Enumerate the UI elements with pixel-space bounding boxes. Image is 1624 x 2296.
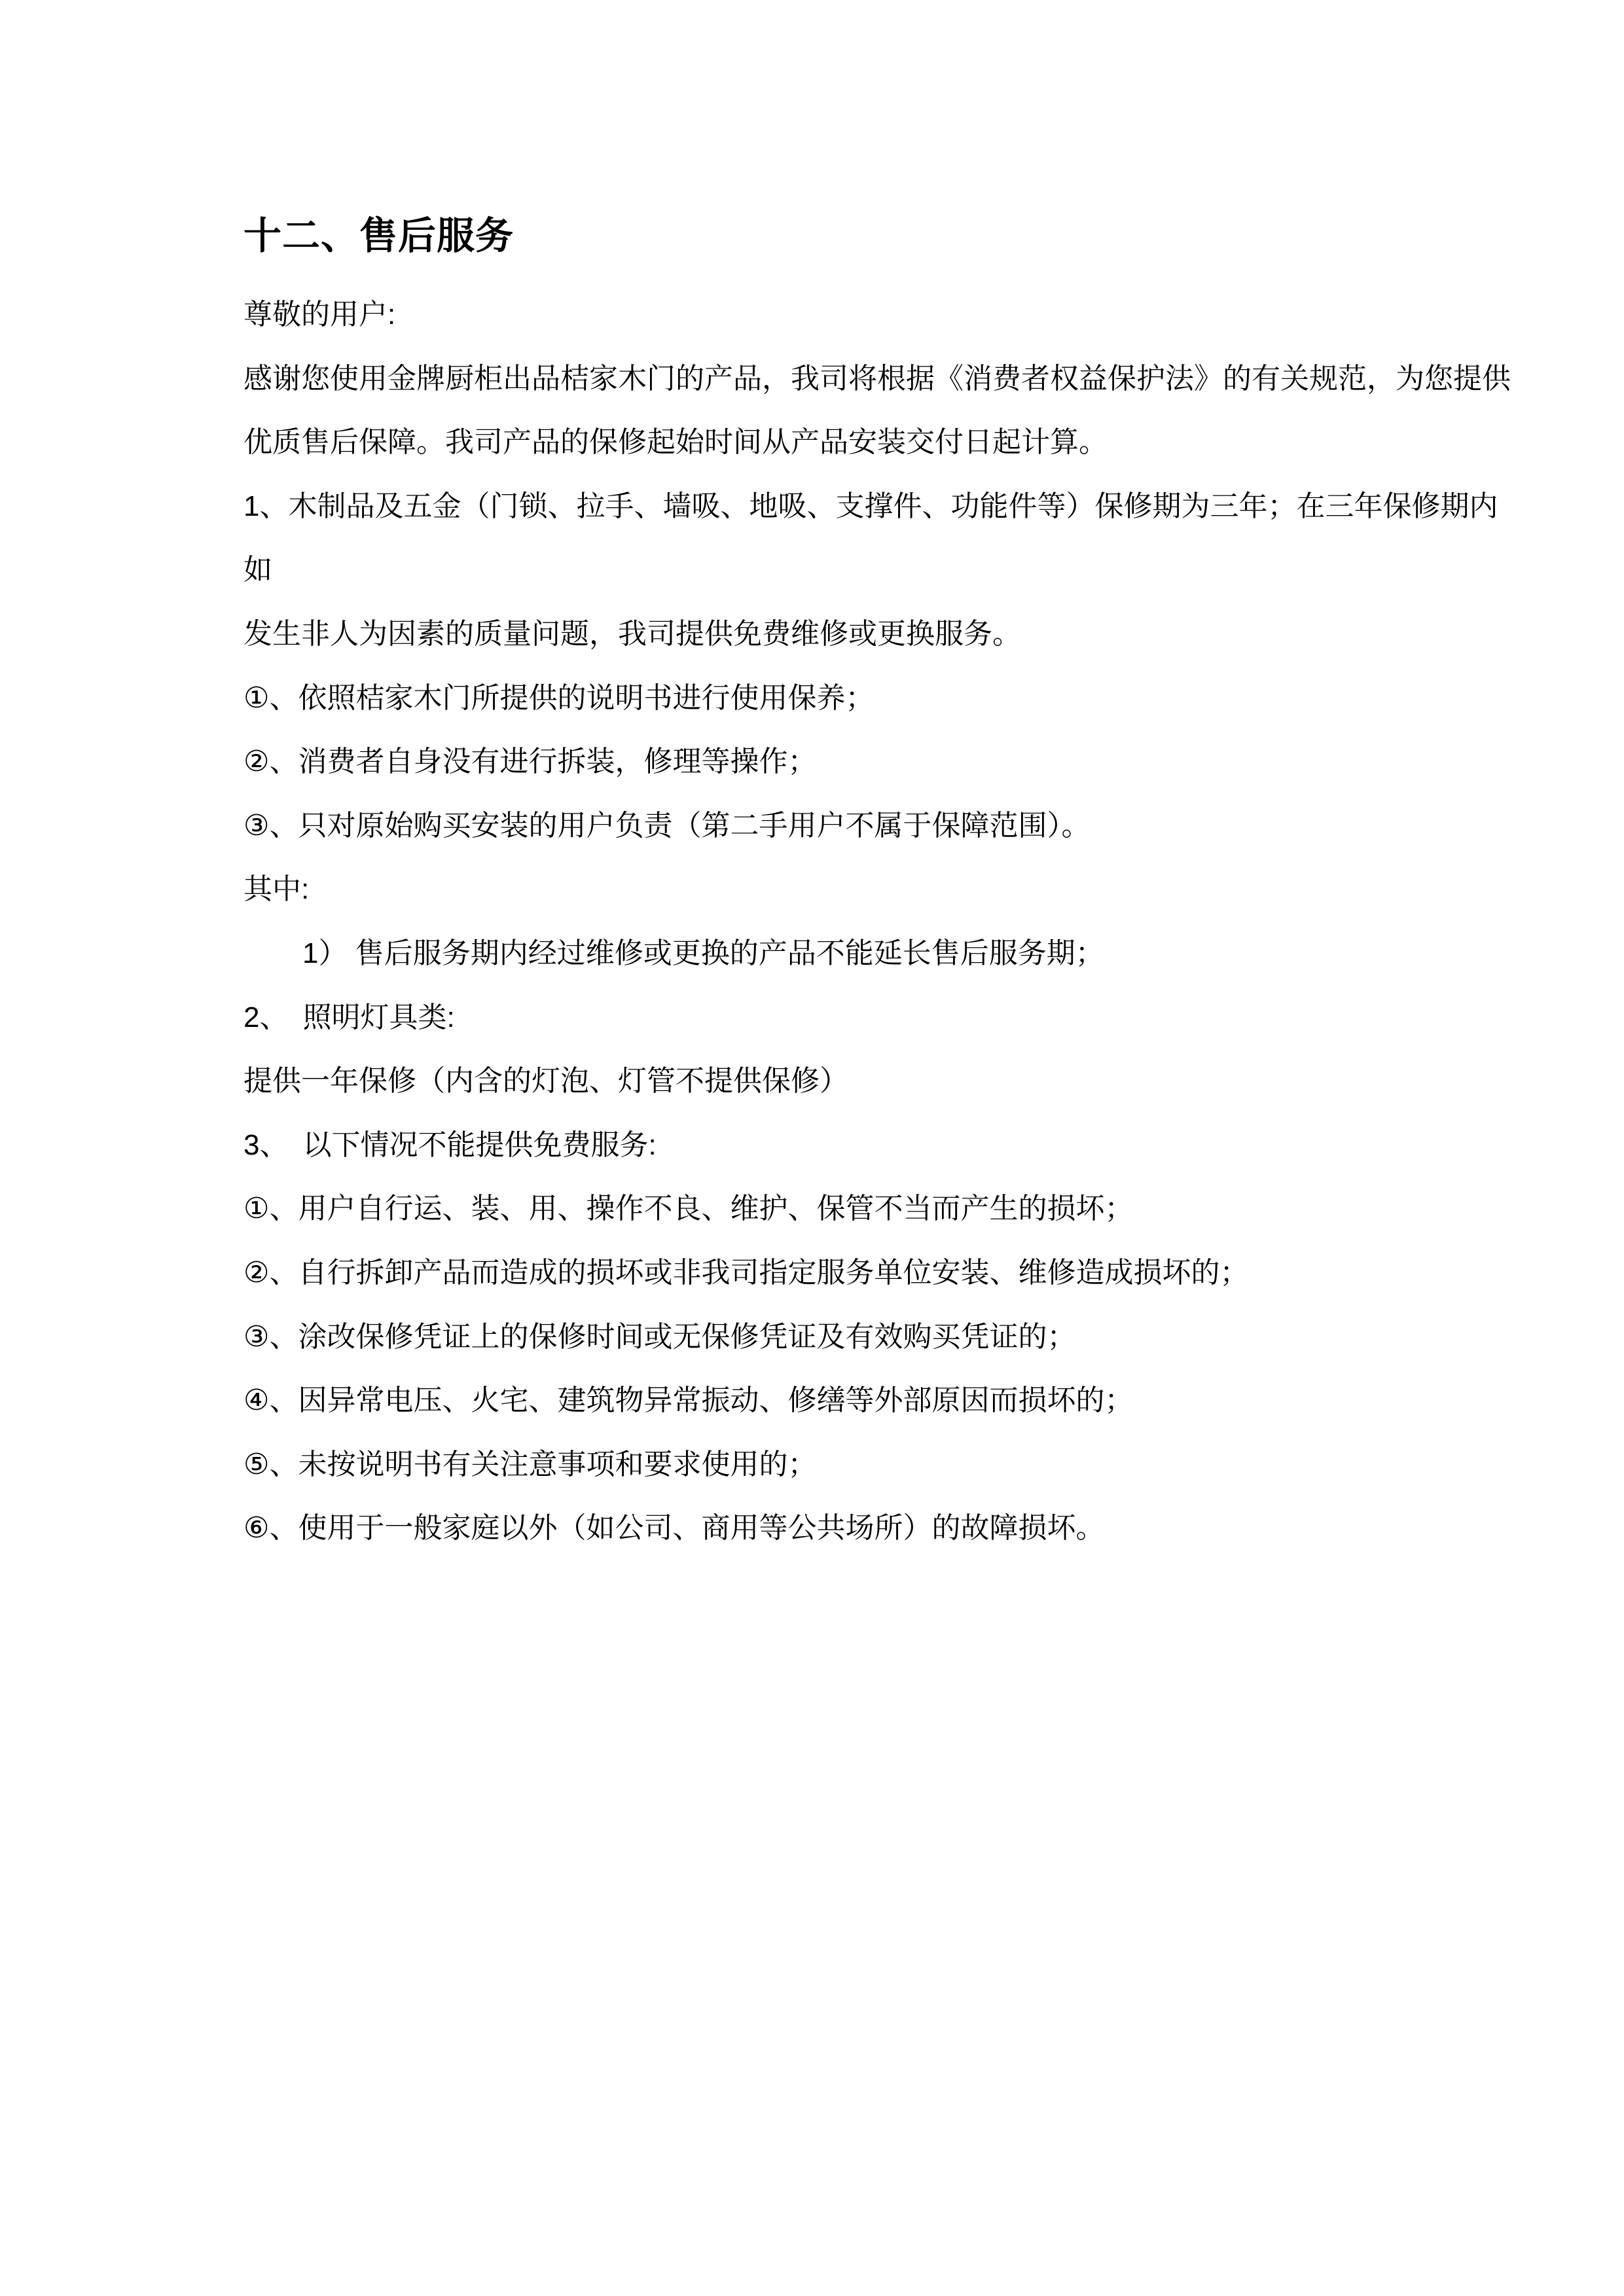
text-line: ①、用户自行运、装、用、操作不良、维护、保管不当而产生的损坏； (244, 1193, 1134, 1225)
paragraph-exclusion-2 (244, 1241, 1520, 1305)
paragraph-salutation (244, 283, 1520, 347)
paragraph-item-2 (244, 986, 1520, 1050)
text-line: 3、 以下情况不能提供免费服务: (244, 1128, 657, 1161)
text-line: ⑤、未按说明书有关注意事项和要求使用的； (244, 1448, 817, 1480)
text-line: 优质售后保障。我司产品的保修起始时间从产品安装交付日起计算。 (244, 426, 1108, 459)
text-line: ③、只对原始购买安装的用户负责（第二手用户不属于保障范围）。 (244, 809, 1091, 842)
text-line: ①、依照桔家木门所提供的说明书进行使用保养； (244, 681, 875, 714)
text-line: ②、自行拆卸产品而造成的损坏或非我司指定服务单位安装、维修造成损坏的； (244, 1256, 1249, 1289)
text-line: ②、消费者自身没有进行拆装，修理等操作； (244, 745, 817, 778)
text-line: ⑥、使用于一般家庭以外（如公司、商用等公共场所）的故障损坏。 (244, 1512, 1105, 1545)
paragraph-exclusion-3 (244, 1305, 1520, 1369)
text-line: 1、木制品及五金（门锁、拉手、墙吸、地吸、支撑件、功能件等）保修期为三年；在三年保修期内如 (244, 490, 1498, 586)
paragraph-note-1 (244, 922, 1520, 986)
section-heading: 十二、售后服务 (244, 215, 514, 257)
paragraph-condition-3 (244, 794, 1520, 858)
text-line: 1） 售后服务期内经过维修或更换的产品不能延长售后服务期； (302, 937, 1104, 969)
text-line: 其中: (244, 873, 310, 906)
paragraph-intro (244, 347, 1520, 475)
paragraph-item-3 (244, 1113, 1520, 1177)
paragraph-among-which (244, 857, 1520, 922)
document-body (244, 213, 1520, 1560)
text-line: ③、涂改保修凭证上的保修时间或无保修凭证及有效购买凭证的； (244, 1320, 1076, 1353)
paragraph-exclusion-6 (244, 1496, 1520, 1560)
text-line: 提供一年保修（内含的灯泡、灯管不提供保修） (244, 1065, 848, 1098)
text-line: 尊敬的用户: (244, 298, 396, 331)
paragraph-condition-2 (244, 730, 1520, 794)
paragraph-condition-1 (244, 666, 1520, 730)
text-line: ④、因异常电压、火宅、建筑物异常振动、修缮等外部原因而损坏的； (244, 1384, 1134, 1417)
paragraph-exclusion-5 (244, 1433, 1520, 1497)
paragraph-exclusion-4 (244, 1369, 1520, 1433)
text-line: 感谢您使用金牌厨柜出品桔家木门的产品，我司将根据《消费者权益保护法》的有关规范，为您提供 (244, 362, 1511, 395)
paragraph-item-1 (244, 475, 1520, 666)
paragraph-lighting-warranty (244, 1049, 1520, 1113)
text-line: 发生非人为因素的质量问题，我司提供免费维修或更换服务。 (244, 617, 1021, 650)
text-line: 2、 照明灯具类: (244, 1001, 455, 1033)
paragraph-exclusion-1 (244, 1177, 1520, 1241)
